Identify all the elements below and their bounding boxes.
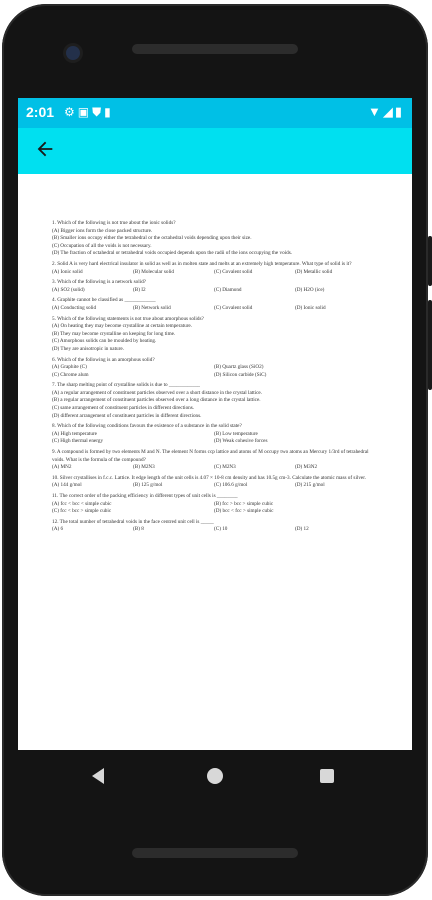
circle-home-icon[interactable] [207, 768, 223, 784]
answer-option: (B) 8 [133, 526, 144, 533]
question-item [52, 423, 376, 446]
answer-option: (D) 215 g/mol [295, 482, 325, 489]
answer-option: (A) Graphite (C) [52, 364, 87, 371]
answer-option: (C) Amorphous solids can be moulded by heating. [52, 338, 157, 345]
status-time: 2:01 [26, 104, 55, 120]
answer-option-row [52, 305, 376, 313]
answer-option-row [52, 482, 376, 490]
answer-option: (B) Low temperature [214, 430, 258, 437]
answer-option: (C) Chrome alum [52, 371, 89, 378]
answer-option-row [52, 508, 376, 516]
answer-option: (D) bcc < fcc > simple cubic [214, 508, 274, 515]
question-text: 2. Solid A is very hard electrical insulator in solid as well as in molten state and melts at an extremely high temperature. What type of solid is it? [52, 260, 352, 267]
app-bar [18, 128, 412, 174]
answer-option: (D) Ionic solid [295, 304, 326, 311]
answer-option: (D) The fraction of octahedral or tetrahedral voids occupied depends upon the radii of the ions occupying the voids. [52, 250, 293, 257]
answer-option-row [52, 372, 376, 380]
answer-option-row [52, 287, 376, 295]
answer-option: (A) SO2 (solid) [52, 286, 85, 293]
top-speaker [132, 44, 298, 54]
answer-option: (A) Ionic solid [52, 268, 83, 275]
answer-option: (C) same arrangement of constituent particles in different directions. [52, 405, 195, 412]
answer-option: (B) Smaller ions occupy either the tetrahedral or the octahedral voids depending upon their size. [52, 235, 252, 242]
question-item [52, 316, 376, 354]
question-item [52, 493, 376, 516]
answer-option-row [52, 269, 376, 277]
question-text: 8. Which of the following conditions favours the existence of a substance in the solid state? [52, 423, 242, 430]
question-item [52, 279, 376, 294]
answer-option: (A) 144 g/mol [52, 482, 82, 489]
question-item [52, 519, 376, 534]
answer-option: (B) fcc > bcc > simple cubic [214, 500, 274, 507]
question-text: 10. Silver crystallises in f.c.c. Lattice. It edge length of the unit cells is 4.07 × 10-8 cm density and has 10.5g cm-3. Calculate the atomic mass of silver. [52, 474, 366, 481]
answer-option: (A) Conducting solid [52, 304, 97, 311]
square-recents-icon[interactable] [320, 769, 334, 783]
answer-option: (B) a regular arrangement of constituent particles observed over a long distance in the crystal lattice. [52, 397, 261, 404]
answer-option: (C) 10 [214, 526, 228, 533]
answer-option: (B) Network solid [133, 304, 171, 311]
answer-option: (C) Covalent solid [214, 268, 253, 275]
wifi-icon: ▼ [367, 104, 383, 119]
answer-option: (A) 6 [52, 526, 64, 533]
answer-option: (A) fcc < bcc < simple cubic [52, 500, 112, 507]
answer-option: (D) H2O (ice) [295, 286, 325, 293]
signal-icon: ◢ [382, 104, 395, 119]
status-bar [18, 98, 412, 128]
answer-option: (B) Quartz glass (SiO2) [214, 364, 264, 371]
status-left-icons [64, 105, 114, 120]
question-text: 6. Which of the following is an amorphous solid? [52, 356, 155, 363]
battery-icon: ▮ [394, 104, 404, 119]
question-item [52, 475, 376, 490]
arrow-left-icon[interactable] [34, 138, 56, 160]
answer-option: (D) They are anisotropic in nature. [52, 345, 124, 352]
question-text: 7. The sharp melting point of crystalline solids is due to ____________ [52, 382, 201, 389]
question-text: 5. Which of the following statements is not true about amorphous solids? [52, 315, 204, 322]
answer-option: (C) High thermal energy [52, 438, 104, 445]
volume-button [428, 300, 432, 390]
answer-option: (D) Silicon carbide (SiC) [214, 371, 267, 378]
screen [18, 98, 412, 750]
question-list [52, 220, 376, 537]
answer-option: (D) Weak cohesive forces [214, 438, 268, 445]
answer-option: (A) On heating they may become crystalline at certain temperature. [52, 323, 193, 330]
answer-option: (B) 125 g/mol [133, 482, 163, 489]
answer-option: (A) a regular arrangement of constituent particles observed over a short distance in the crystal lattice. [52, 389, 263, 396]
question-item [52, 449, 376, 472]
gear-icon: ⚙ [64, 105, 78, 119]
question-item [52, 297, 376, 312]
answer-option: (A) Bigger ions form the close packed structure. [52, 227, 153, 234]
question-text: 4. Graphite cannot be classified as ____________ [52, 297, 156, 304]
question-text: 11. The correct order of the packing efficiency in different types of unit cells is ________ [52, 493, 238, 499]
answer-option: (C) Occupation of all the voids is not necessary. [52, 242, 152, 249]
answer-option: (B) M2N3 [133, 464, 155, 471]
answer-option-row [52, 464, 376, 472]
question-text: 1. Which of the following is not true about the ionic solids? [52, 220, 176, 226]
answer-option: (A) MN2 [52, 464, 72, 471]
triangle-back-icon[interactable] [92, 768, 104, 784]
square-notification-icon: ▣ [77, 105, 93, 119]
answer-option-row [52, 526, 376, 534]
answer-option: (D) different arrangement of constituent particles in different directions. [52, 412, 202, 419]
answer-option: (C) fcc < bcc > simple cubic [52, 508, 112, 515]
answer-option: (D) Metallic solid [295, 268, 333, 275]
question-text: 12. The total number of tetrahedral voids in the face centred unit cell is _____ [52, 518, 214, 525]
status-right-icons [368, 104, 404, 120]
question-item [52, 261, 376, 276]
navigation-bar [18, 750, 412, 802]
sd-card-icon: ▮ [104, 105, 114, 119]
question-text: 9. A compound is formed by two elements M and N. The element N forms ccp lattice and atoms of M occupy two atoms an Mercury 1/3rd of tetrahedral voids. What is the formula of the compound? [52, 449, 369, 463]
answer-option: (A) High temperature [52, 430, 97, 437]
answer-option-row [52, 364, 376, 372]
answer-option: (B) I2 [133, 286, 146, 293]
question-item [52, 382, 376, 420]
question-item [52, 357, 376, 380]
power-button [428, 236, 432, 286]
answer-option: (B) They may become crystalline on keeping for long time. [52, 330, 176, 337]
bottom-speaker [132, 848, 298, 858]
answer-option: (C) Diamond [214, 286, 242, 293]
question-text: 3. Which of the following is a network solid? [52, 279, 146, 286]
answer-option: (B) Molecular solid [133, 268, 174, 275]
answer-option: (C) Covalent solid [214, 304, 253, 311]
answer-option: (C) M2N3 [214, 464, 236, 471]
shield-icon: ⛊ [92, 105, 105, 119]
document-page [18, 174, 412, 750]
answer-option: (D) 12 [295, 526, 309, 533]
answer-option: (D) M3N2 [295, 464, 318, 471]
front-camera [66, 46, 80, 60]
question-item [52, 220, 376, 258]
answer-option-row [52, 438, 376, 446]
answer-option: (C) 106.6 g/mol [214, 482, 248, 489]
